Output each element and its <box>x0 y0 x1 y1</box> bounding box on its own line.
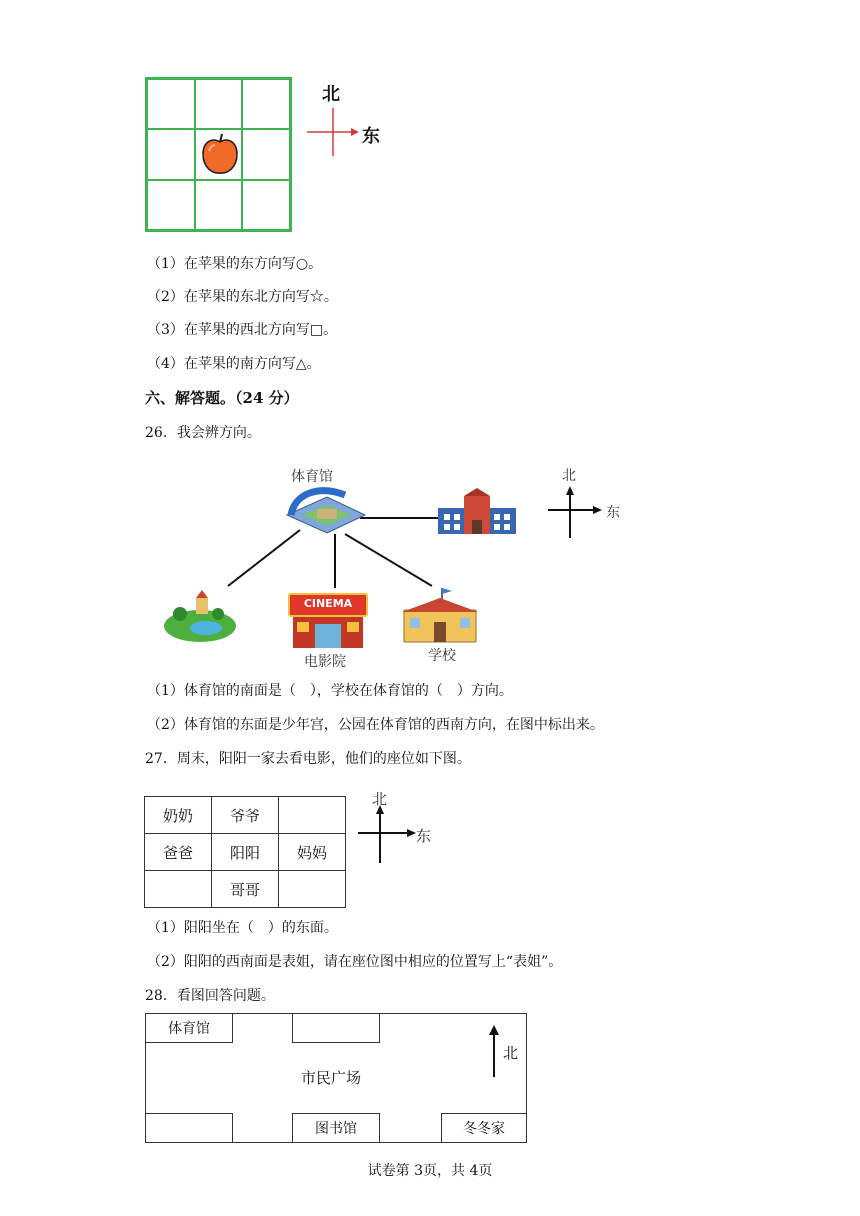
grid-cell[interactable] <box>242 79 290 129</box>
seat-cell[interactable] <box>145 871 212 908</box>
gym-box[interactable]: 体育馆 <box>145 1013 233 1043</box>
school-icon <box>400 586 480 644</box>
seat-cell[interactable]: 阳阳 <box>212 834 279 871</box>
library-box[interactable]: 图书馆 <box>292 1113 380 1143</box>
compass-north-label: 北 <box>322 84 340 105</box>
q26-title: 26．我会辨方向。 <box>145 425 261 441</box>
grid-cell[interactable] <box>242 180 290 230</box>
page-footer: 试卷第 3页，共 4页 <box>367 1163 493 1179</box>
q27-compass-north: 北 <box>372 790 388 808</box>
q26-compass-north: 北 <box>562 468 576 484</box>
q25-item-2: （2）在苹果的东北方向写☆。 <box>147 289 338 305</box>
q25-item-4: （4）在苹果的南方向写△。 <box>147 356 321 372</box>
q25-item-3: （3）在苹果的西北方向写□。 <box>147 322 338 338</box>
grid-cell[interactable] <box>147 129 195 179</box>
q27-item-2: （2）阳阳的西南面是表姐，请在座位图中相应的位置写上“表姐”。 <box>147 954 563 970</box>
seat-cell[interactable]: 爷爷 <box>212 797 279 834</box>
empty-box-top[interactable] <box>292 1013 380 1043</box>
grid-cell[interactable] <box>147 79 195 129</box>
q27-item-1: （1）阳阳坐在（ ）的东面。 <box>147 920 338 936</box>
north-label: 北 <box>503 1044 519 1062</box>
plaza-map <box>145 1013 527 1143</box>
seat-cell[interactable] <box>279 871 346 908</box>
park-icon <box>162 584 240 644</box>
seat-cell[interactable]: 奶奶 <box>145 797 212 834</box>
compass-east-label: 东 <box>362 126 380 147</box>
grid-cell[interactable] <box>195 180 243 230</box>
home-box[interactable]: 冬冬家 <box>441 1113 527 1143</box>
q25-item-1: （1）在苹果的东方向写○。 <box>147 256 323 272</box>
apple-icon <box>200 133 240 177</box>
cinema-label: 电影院 <box>304 654 346 670</box>
q27-compass-east: 东 <box>416 827 432 845</box>
school-label: 学校 <box>428 648 456 664</box>
cinema-sign: CINEMA <box>303 597 353 610</box>
seat-table <box>144 796 346 908</box>
q26-item-2: （2）体育馆的东面是少年宫，公园在体育馆的西南方向，在图中标出来。 <box>147 717 604 733</box>
compass-icon <box>305 102 359 158</box>
q27-compass-icon <box>356 805 416 863</box>
seat-row <box>145 797 346 834</box>
square-label: 市民广场 <box>301 1069 362 1087</box>
youth-palace-icon <box>436 488 518 536</box>
seat-cell[interactable]: 哥哥 <box>212 871 279 908</box>
q26-compass-icon <box>548 486 602 538</box>
seat-cell[interactable]: 妈妈 <box>279 834 346 871</box>
grid-cell[interactable] <box>195 79 243 129</box>
seat-row <box>145 834 346 871</box>
north-arrow-icon <box>487 1025 501 1077</box>
gym-label: 体育馆 <box>291 469 333 485</box>
seat-row <box>145 871 346 908</box>
section-title: 六、解答题。（24 分） <box>145 389 299 407</box>
q26-item-1: （1）体育馆的南面是（ ），学校在体育馆的（ ）方向。 <box>147 683 513 699</box>
q28-title: 28．看图回答问题。 <box>145 988 275 1004</box>
seat-cell[interactable] <box>279 797 346 834</box>
q26-compass-east: 东 <box>606 505 620 521</box>
seat-cell[interactable]: 爸爸 <box>145 834 212 871</box>
grid-cell[interactable] <box>242 129 290 179</box>
empty-box-bottom-left[interactable] <box>145 1113 233 1143</box>
stadium-icon <box>283 487 369 537</box>
q27-title: 27．周末，阳阳一家去看电影，他们的座位如下图。 <box>145 751 471 767</box>
grid-cell[interactable] <box>147 180 195 230</box>
